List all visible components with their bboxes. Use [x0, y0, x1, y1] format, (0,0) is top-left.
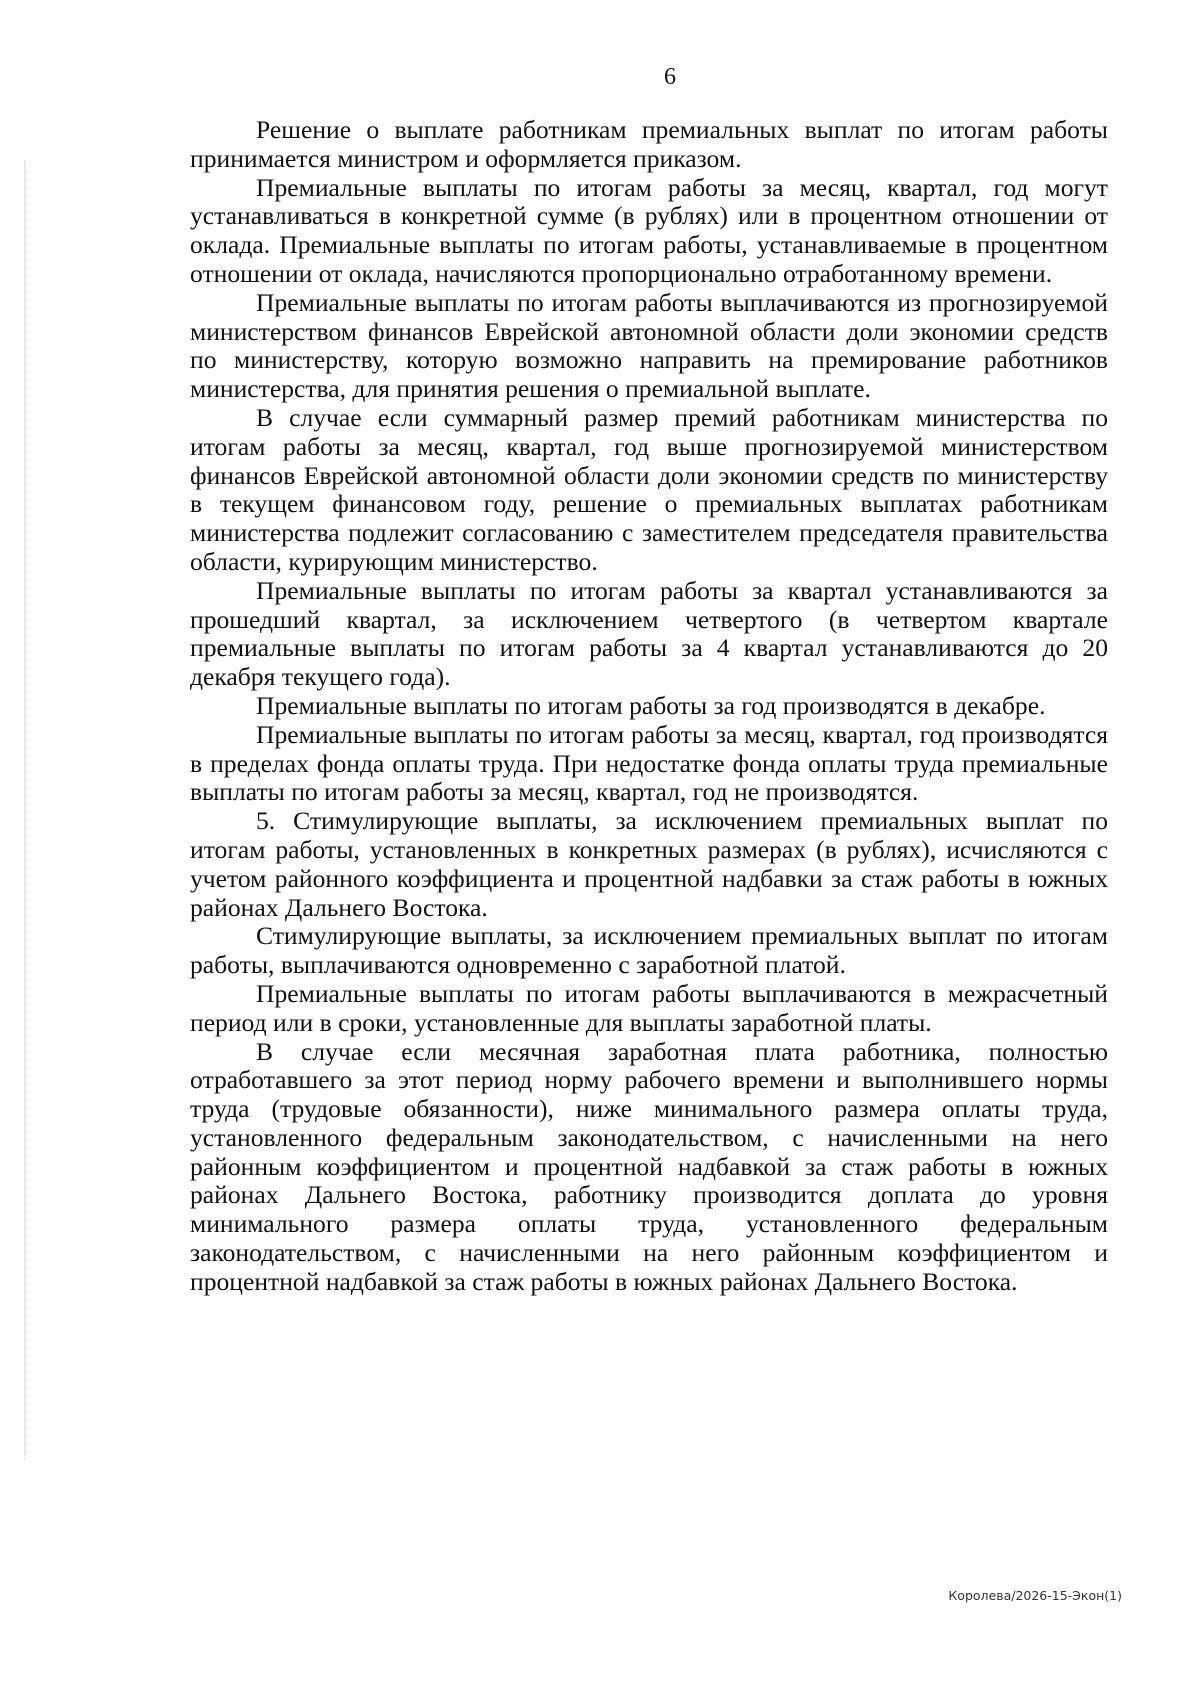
paragraph-9: Стимулирующие выплаты, за исключением премиальных выплат по итогам работы, выплачиваются одновременно с заработной платой. [190, 921, 1108, 980]
paragraph-5: Премиальные выплаты по итогам работы за квартал устанавливаются за прошедший квартал, за исключением четвертого (в четвертом квартале премиальные выплаты по итогам работы за 4 квартал устанавливаются до 20 декабря текущего года). [190, 575, 1108, 692]
paragraph-8: 5. Стимулирующие выплаты, за исключением премиальных выплат по итогам работы, установленных в конкретных размерах (в рублях), исчисляются с учетом районного коэффициента и процентной надбавки за стаж работы в южных районах Дальнего Востока. [190, 806, 1108, 922]
page-number: 6 [664, 64, 676, 90]
paragraph-6: Премиальные выплаты по итогам работы за год производятся в декабре. [256, 690, 1046, 720]
document-body [190, 116, 1108, 1297]
paragraph-10: Премиальные выплаты по итогам работы выплачиваются в межрасчетный период или в сроки, установленные для выплаты заработной платы. [190, 978, 1108, 1037]
scan-margin-line [24, 160, 26, 1460]
paragraph-2: Премиальные выплаты по итогам работы за месяц, квартал, год могут устанавливаться в конкретной сумме (в рублях) или в процентном отношении от оклада. Премиальные выплаты по итогам работы, устанавливаемые в процентном отношении от оклада, начисляются пропорционально отработанному времени. [190, 172, 1108, 288]
paragraph-4: В случае если суммарный размер премий работникам министерства по итогам работы за месяц, квартал, год выше прогнозируемой министерством финансов Еврейской автономной области доли экономии средств по министерству в текущем финансовом году, решение о премиальных выплатах работникам министерства подлежит согласованию с заместителем председателя правительства области, курирующим министерство. [190, 402, 1108, 576]
paragraph-7: Премиальные выплаты по итогам работы за месяц, квартал, год производятся в пределах фонда оплаты труда. При недостатке фонда оплаты труда премиальные выплаты по итогам работы за месяц, квартал, год не производятся. [190, 719, 1108, 807]
paragraph-3: Премиальные выплаты по итогам работы выплачиваются из прогнозируемой министерством финансов Еврейской автономной области доли экономии средств по министерству, которую возможно направить на премирование работников министерства, для принятия решения о премиальной выплате. [190, 287, 1108, 404]
paragraph-11: В случае если месячная заработная плата работника, полностью отработавшего за этот период норму рабочего времени и выполнившего нормы труда (трудовые обязанности), ниже минимального размера оплаты труда, установленного федеральным законодательством, с начисленными на него районным коэффициентом и процентной надбавкой за стаж работы в южных районах Дальнего Востока, работнику производится доплата до уровня минимального размера оплаты труда, установленного федеральным законодательством, с начисленными на него районным коэффициентом и процентной надбавкой за стаж работы в южных районах Дальнего Востока. [190, 1036, 1108, 1296]
document-reference-code: Королева/2026-15-Экон(1) [948, 1588, 1122, 1603]
paragraph-1: Решение о выплате работникам премиальных выплат по итогам работы принимается министром и оформляется приказом. [190, 115, 1108, 173]
